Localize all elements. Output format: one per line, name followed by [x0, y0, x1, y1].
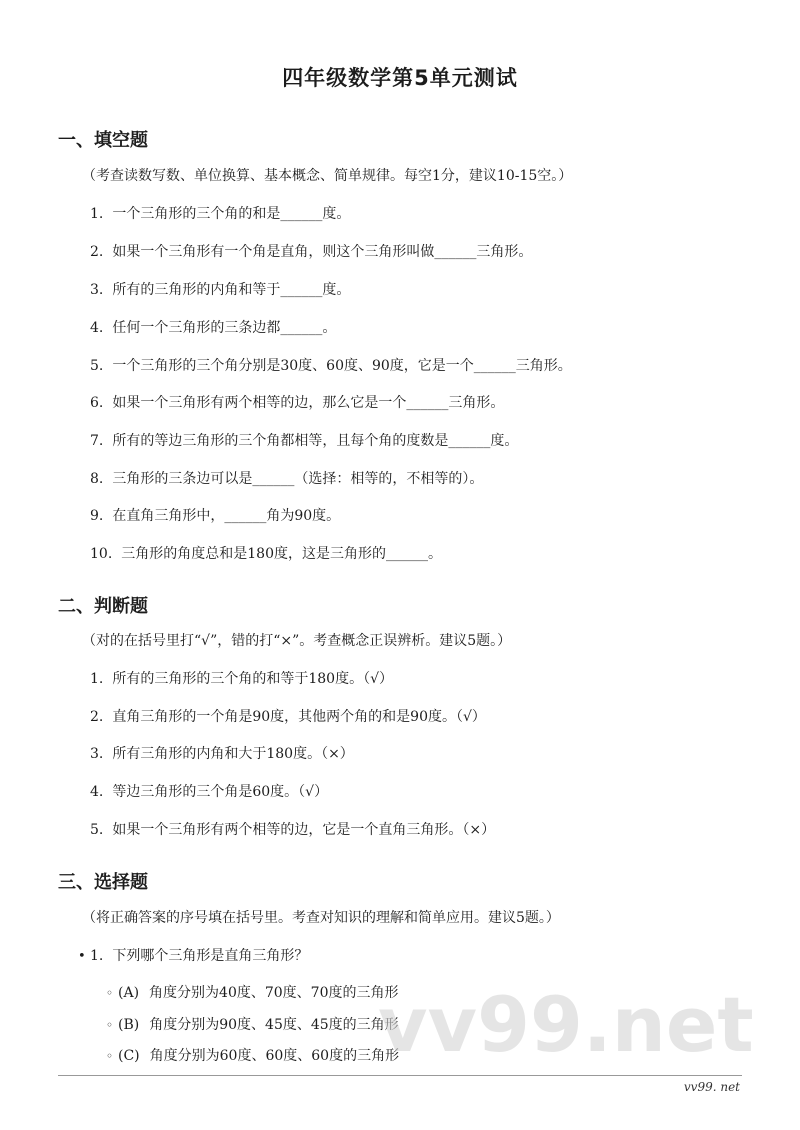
item-text: 所有的等边三角形的三个角都相等，且每个角的度数是______度。 [112, 433, 519, 449]
choice-question [78, 945, 308, 965]
item-number: 8. [90, 471, 104, 487]
list-item [90, 430, 518, 450]
list-item [90, 781, 328, 801]
list-item [90, 668, 393, 688]
section-note-fill-blank: （考查读数写数、单位换算、基本概念、简单规律。每空1分，建议10-15空。） [82, 168, 573, 184]
list-item [90, 505, 340, 525]
item-text: 直角三角形的一个角是90度，其他两个角的和是90度。（√） [112, 709, 486, 725]
watermark: vv99.net [378, 980, 754, 1069]
footer-rule [58, 1075, 742, 1076]
item-text: 在直角三角形中，______角为90度。 [112, 508, 341, 524]
section-note-true-false: （对的在括号里打“√”，错的打“×”。考查概念正误辨析。建议5题。） [82, 633, 512, 649]
list-item [90, 279, 350, 299]
circle-bullet-icon: ◦ [106, 1018, 114, 1032]
list-item [90, 317, 336, 337]
item-number: 2. [90, 709, 104, 725]
bullet-icon: • [78, 949, 86, 964]
item-number: 1. [90, 948, 104, 964]
item-text: 一个三角形的三个角分别是30度、60度、90度，它是一个______三角形。 [112, 358, 572, 374]
item-text: 一个三角形的三个角的和是______度。 [112, 206, 351, 222]
section-title-multiple-choice: 三、选择题 [58, 872, 148, 893]
item-text: 所有的三角形的内角和等于______度。 [112, 282, 351, 298]
choice-option [106, 1045, 399, 1065]
item-number: 3. [90, 282, 104, 298]
item-number: 4. [90, 320, 104, 336]
item-text: 如果一个三角形有两个相等的边，它是一个直角三角形。（×） [112, 822, 496, 838]
item-number: 9. [90, 508, 104, 524]
item-text: 三角形的角度总和是180度，这是三角形的______。 [121, 546, 442, 562]
section-title-true-false: 二、判断题 [58, 596, 148, 617]
section-title-fill-blank: 一、填空题 [58, 130, 148, 151]
item-number: 10. [90, 546, 113, 562]
item-number: 6. [90, 395, 104, 411]
choice-option [106, 982, 399, 1002]
option-letter: (A) [118, 985, 140, 1001]
item-number: 4. [90, 784, 104, 800]
item-number: 3. [90, 746, 104, 762]
list-item [90, 543, 442, 563]
list-item [90, 468, 483, 488]
option-letter: (B) [118, 1017, 140, 1033]
list-item [90, 706, 486, 726]
item-text: 如果一个三角形有一个角是直角，则这个三角形叫做______三角形。 [112, 244, 533, 260]
list-item [90, 819, 495, 839]
item-text: 等边三角形的三个角是60度。（√） [112, 784, 329, 800]
item-text: 所有三角形的内角和大于180度。（×） [112, 746, 354, 762]
item-text: 如果一个三角形有两个相等的边，那么它是一个______三角形。 [112, 395, 505, 411]
option-letter: (C) [118, 1048, 140, 1064]
item-number: 2. [90, 244, 104, 260]
item-text: 任何一个三角形的三条边都______。 [112, 320, 337, 336]
list-item [90, 241, 532, 261]
item-number: 1. [90, 671, 104, 687]
page-title: 四年级数学第5单元测试 [282, 66, 518, 90]
footer-site: vv99. net [683, 1080, 740, 1094]
item-number: 5. [90, 822, 104, 838]
circle-bullet-icon: ◦ [106, 986, 114, 1000]
item-number: 5. [90, 358, 104, 374]
list-item [90, 203, 350, 223]
item-text: 所有的三角形的三个角的和等于180度。（√） [112, 671, 394, 687]
option-text: 角度分别为90度、45度、45度的三角形 [149, 1017, 399, 1033]
list-item [90, 392, 504, 412]
section-note-multiple-choice: （将正确答案的序号填在括号里。考查对知识的理解和简单应用。建议5题。） [82, 910, 560, 926]
option-text: 角度分别为60度、60度、60度的三角形 [149, 1048, 400, 1064]
item-text: 三角形的三条边可以是______（选择：相等的，不相等的）。 [112, 471, 484, 487]
circle-bullet-icon: ◦ [106, 1049, 114, 1063]
option-text: 角度分别为40度、70度、70度的三角形 [149, 985, 399, 1001]
question-text: 下列哪个三角形是直角三角形？ [112, 948, 309, 964]
list-item [90, 355, 572, 375]
choice-option [106, 1014, 399, 1034]
item-number: 7. [90, 433, 104, 449]
list-item [90, 743, 354, 763]
item-number: 1. [90, 206, 104, 222]
